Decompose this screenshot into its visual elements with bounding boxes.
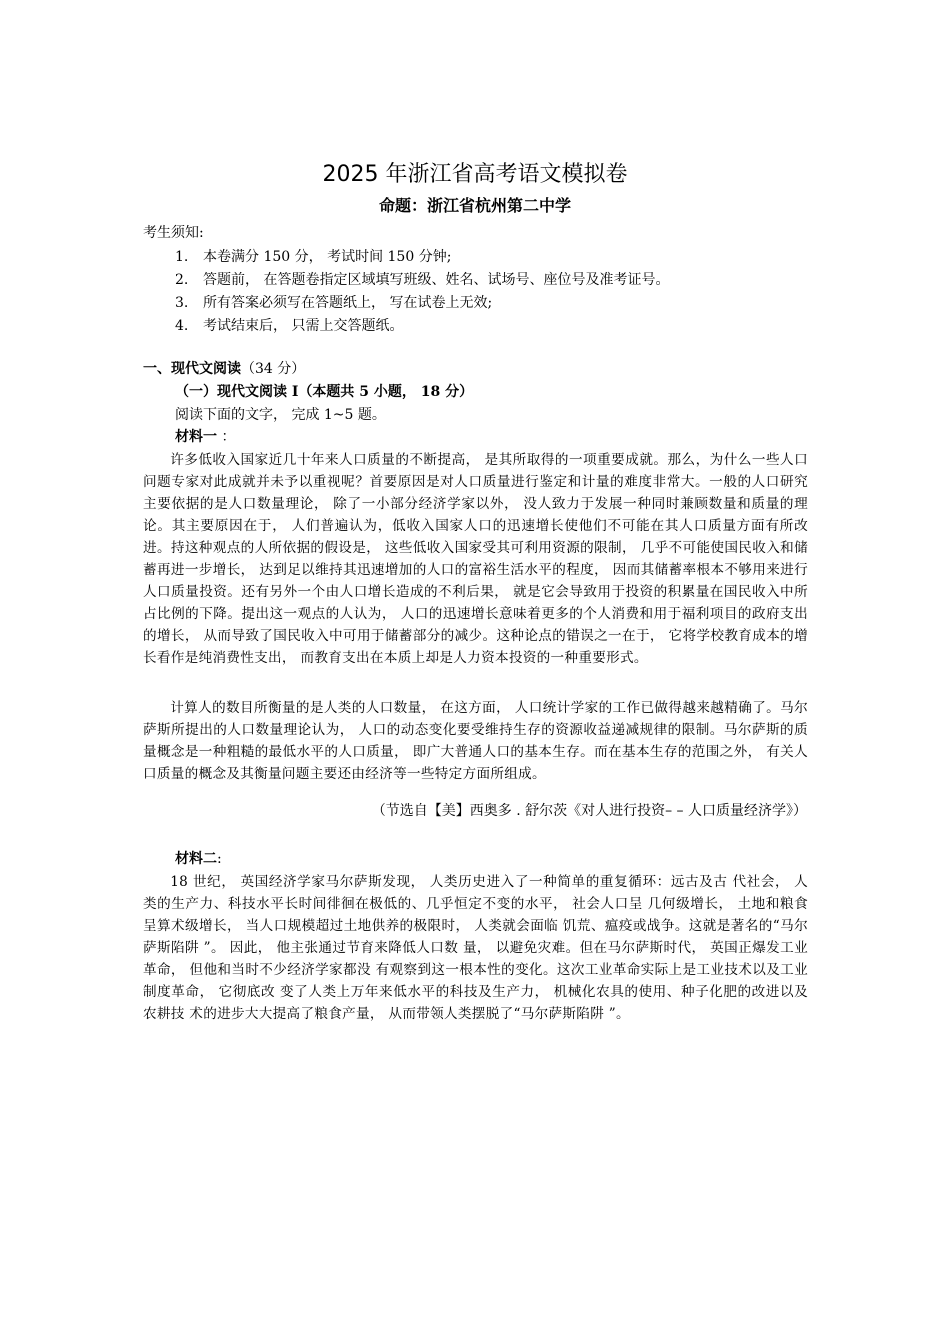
notice-item xyxy=(175,269,669,292)
material2-label xyxy=(175,848,222,870)
notice-item-number: 1. xyxy=(175,249,189,265)
notice-item-number: 4. xyxy=(175,318,189,334)
reading-instruction: 阅读下面的文字， 完成 1~5 题。 xyxy=(175,407,386,423)
material2-label-suffix: : xyxy=(217,851,222,867)
section-heading xyxy=(143,358,305,380)
notice-item xyxy=(175,246,669,269)
material1-label xyxy=(175,426,235,448)
subsection-heading: （一）现代文阅读 I（本题共 5 小题， 18 分） xyxy=(175,384,474,400)
page-subtitle: 命题：浙江省杭州第二中学 xyxy=(378,196,571,215)
notice-heading: 考生须知: xyxy=(143,225,204,241)
material1-source: （节选自【美】西奥多 . 舒尔茨《对人进行投资– – 人口质量经济学》） xyxy=(371,803,807,819)
notice-item-text: 考试结束后， 只需上交答题纸。 xyxy=(203,318,404,334)
notice-item-number: 3. xyxy=(175,295,189,311)
material1-label-text: 材料一 xyxy=(175,429,217,445)
notice-item xyxy=(175,315,669,338)
notice-item-text: 答题前， 在答题卷指定区域填写班级、姓名、试场号、座位号及准考证号。 xyxy=(203,272,670,288)
material2-paragraph-1: 18 世纪， 英国经济学家马尔萨斯发现， 人类历史进入了一种简单的重复循环：远古及古 代社会， 人类的生产力、科技水平长时间徘徊在极低的、几乎恒定不变的水平， 社会人口呈 几何级增长， 土地和粮食呈算术级增长， 当人口规模超过土地供养的极限时， 人类就会面临 饥荒、瘟疫或战争。这就是著名的“马尔萨斯陷阱 ”。 因此， 他主张通过节育来降低人口数 量， 以避免灾难。但在马尔萨斯时代， 英国正爆发工业革命， 但他和当时不少经济学家都没 有观察到这一根本性的变化。这次工业革命实际上是工业技术以及工业制度革命， 它彻底改 变了人类上万年来低水平的科技及生产力， 机械化农具的使用、种子化肥的改进以及农耕技 术的进步大大提高了粮食产量， 从而带领人类摆脱了“马尔萨斯陷阱 ”。 xyxy=(143,874,808,1022)
notice-item-text: 本卷满分 150 分， 考试时间 150 分钟; xyxy=(203,249,452,265)
page-title: 2025 年浙江省高考语文模拟卷 xyxy=(322,162,628,187)
notice-item-text: 所有答案必须写在答题纸上， 写在试卷上无效; xyxy=(203,295,493,311)
material1-paragraph-2: 计算人的数目所衡量的是人类的人口数量， 在这方面， 人口统计学家的工作已做得越来越精确了。马尔萨斯所提出的人口数量理论认为， 人口的动态变化要受维持生存的资源收益递减规律的限制。马尔萨斯的质量概念是一种粗糙的最低水平的人口质量， 即广大普通人口的基本生存。而在基本生存的范围之外， 有关人口质量的概念及其衡量问题主要还由经济等一些特定方面所组成。 xyxy=(143,700,808,782)
notice-item xyxy=(175,292,669,315)
notice-item-number: 2. xyxy=(175,272,189,288)
section-score: （34 分） xyxy=(241,361,306,377)
material1-label-suffix: ： xyxy=(217,429,236,445)
material2-label-text: 材料二 xyxy=(175,851,217,867)
notice-list xyxy=(175,246,669,338)
section-title: 一、现代文阅读 xyxy=(143,361,241,377)
material1-paragraph-1: 许多低收入国家近几十年来人口质量的不断提高， 是其所取得的一项重要成就。那么，为什么一些人口问题专家对此成就并未予以重视呢？首要原因是对人口质量进行鉴定和计量的难度非常大。一般的人口研究主要依据的是人口数量理论， 除了一小部分经济学家以外， 没人致力于发展一种同时兼顾数量和质量的理论。其主要原因在于， 人们普遍认为，低收入国家人口的迅速增长使他们不可能在其人口质量方面有所改进。持这种观点的人所依据的假设是， 这些低收入国家受其可利用资源的限制， 几乎不可能使国民收入和储蓄再进一步增长， 达到足以维持其迅速增加的人口的富裕生活水平的程度， 因而其储蓄率根本不够用来进行人口质量投资。还有另外一个由人口增长造成的不利后果， 就是它会导致用于投资的积累量在国民收入中所占比例的下降。提出这一观点的人认为， 人口的迅速增长意味着更多的个人消费和用于福利项目的政府支出的增长， 从而导致了国民收入中可用于储蓄部分的减少。这种论点的错误之一在于， 它将学校教育成本的增长看作是纯消费性支出， 而教育支出在本质上却是人力资本投资的一种重要形式。 xyxy=(143,452,808,666)
